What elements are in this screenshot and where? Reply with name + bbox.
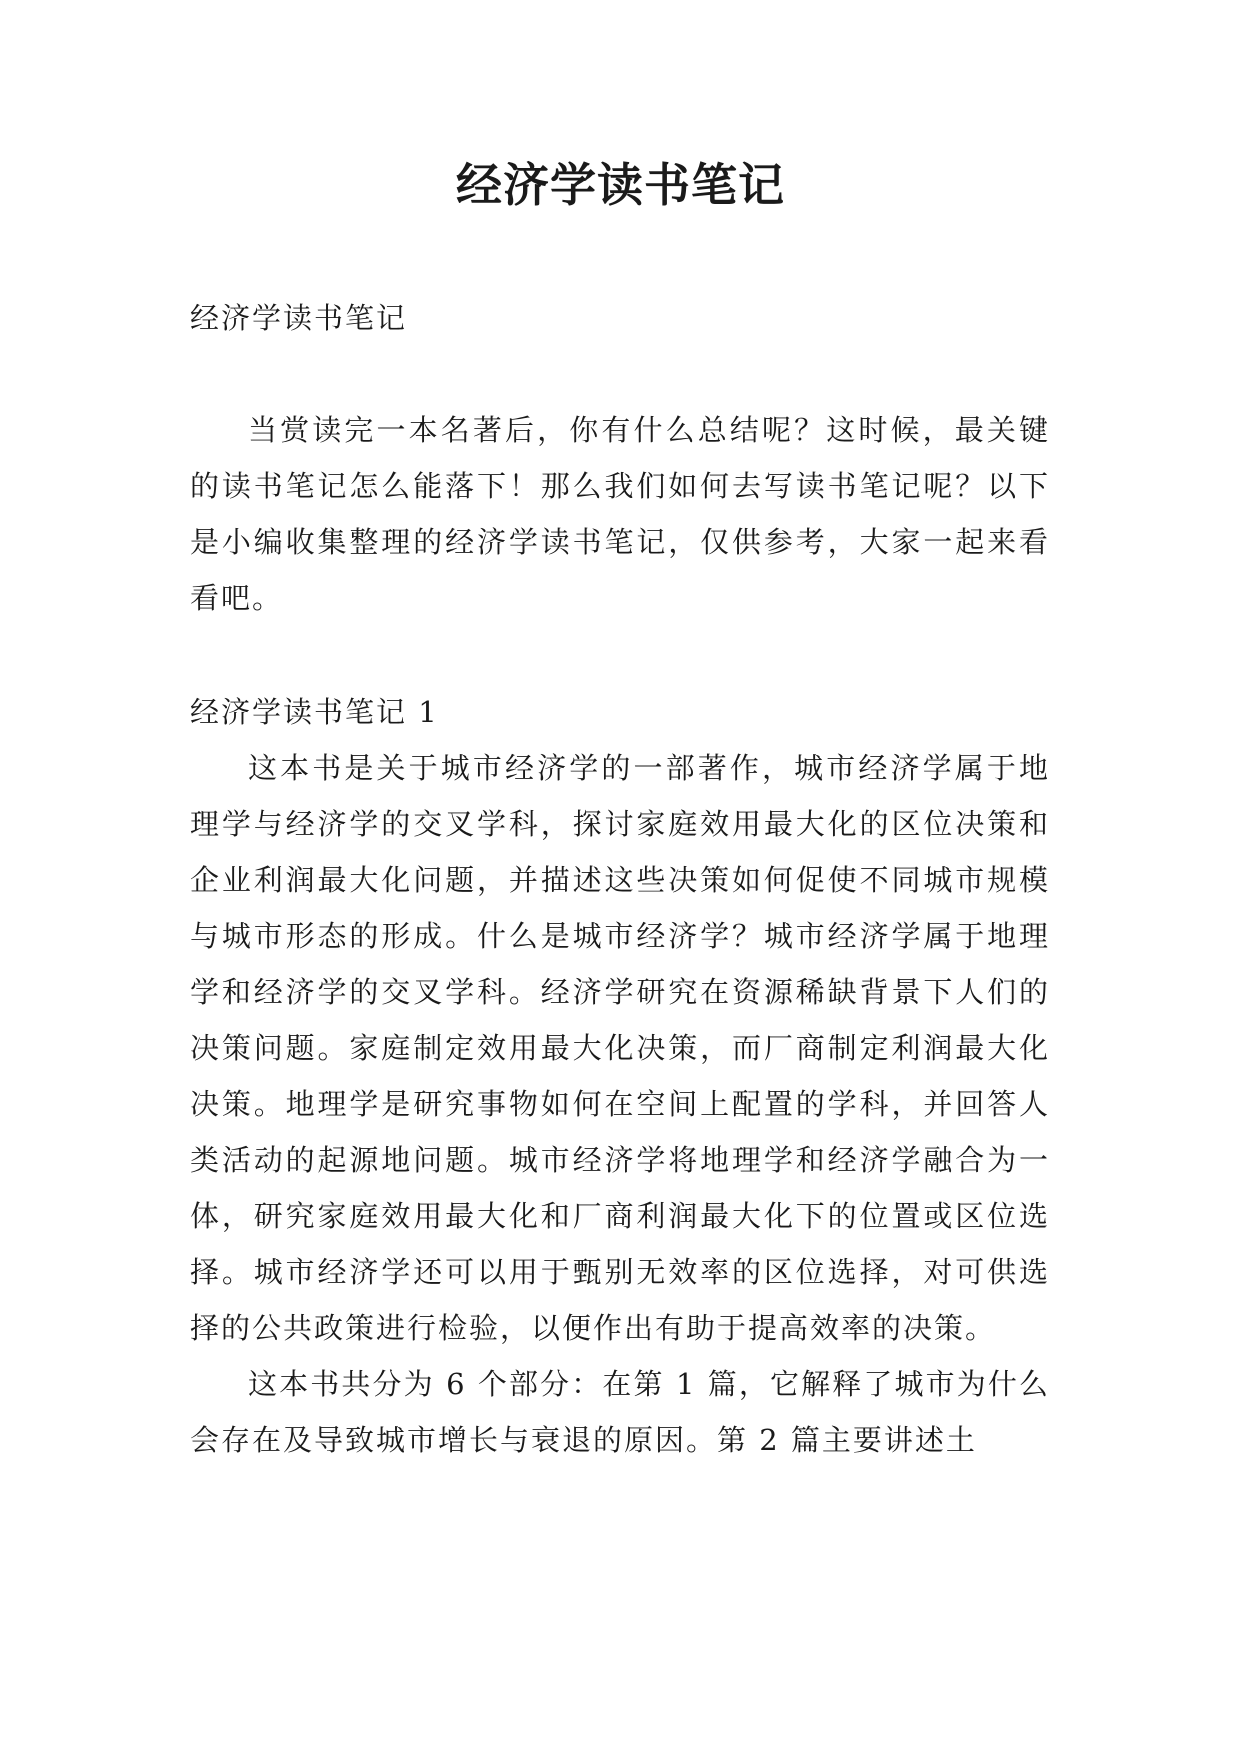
document-body xyxy=(190,290,1050,1468)
body-paragraph: 这本书共分为 6 个部分：在第 1 篇，它解释了城市为什么会存在及导致城市增长与衰退的原因。第 2 篇主要讲述土 xyxy=(190,1367,1050,1457)
intro-paragraph: 当赏读完一本名著后，你有什么总结呢？这时候，最关键的读书笔记怎么能落下！那么我们如何去写读书笔记呢？以下是小编收集整理的经济学读书笔记，仅供参考，大家一起来看看吧。 xyxy=(190,413,1050,615)
section-heading: 经济学读书笔记 1 xyxy=(190,695,439,729)
spacer xyxy=(190,346,1050,402)
body-paragraph: 这本书是关于城市经济学的一部著作，城市经济学属于地理学与经济学的交叉学科，探讨家庭效用最大化的区位决策和企业利润最大化问题，并描述这些决策如何促使不同城市规模与城市形态的形成。什么是城市经济学？城市经济学属于地理学和经济学的交叉学科。经济学研究在资源稀缺背景下人们的决策问题。家庭制定效用最大化决策，而厂商制定利润最大化决策。地理学是研究事物如何在空间上配置的学科，并回答人类活动的起源地问题。城市经济学将地理学和经济学融合为一体，研究家庭效用最大化和厂商利润最大化下的位置或区位选择。城市经济学还可以用于甄别无效率的区位选择，对可供选择的公共政策进行检验，以便作出有助于提高效率的决策。 xyxy=(190,751,1050,1345)
spacer xyxy=(190,626,1050,684)
document-subtitle: 经济学读书笔记 xyxy=(190,301,408,335)
document-title: 经济学读书笔记 xyxy=(456,158,785,212)
